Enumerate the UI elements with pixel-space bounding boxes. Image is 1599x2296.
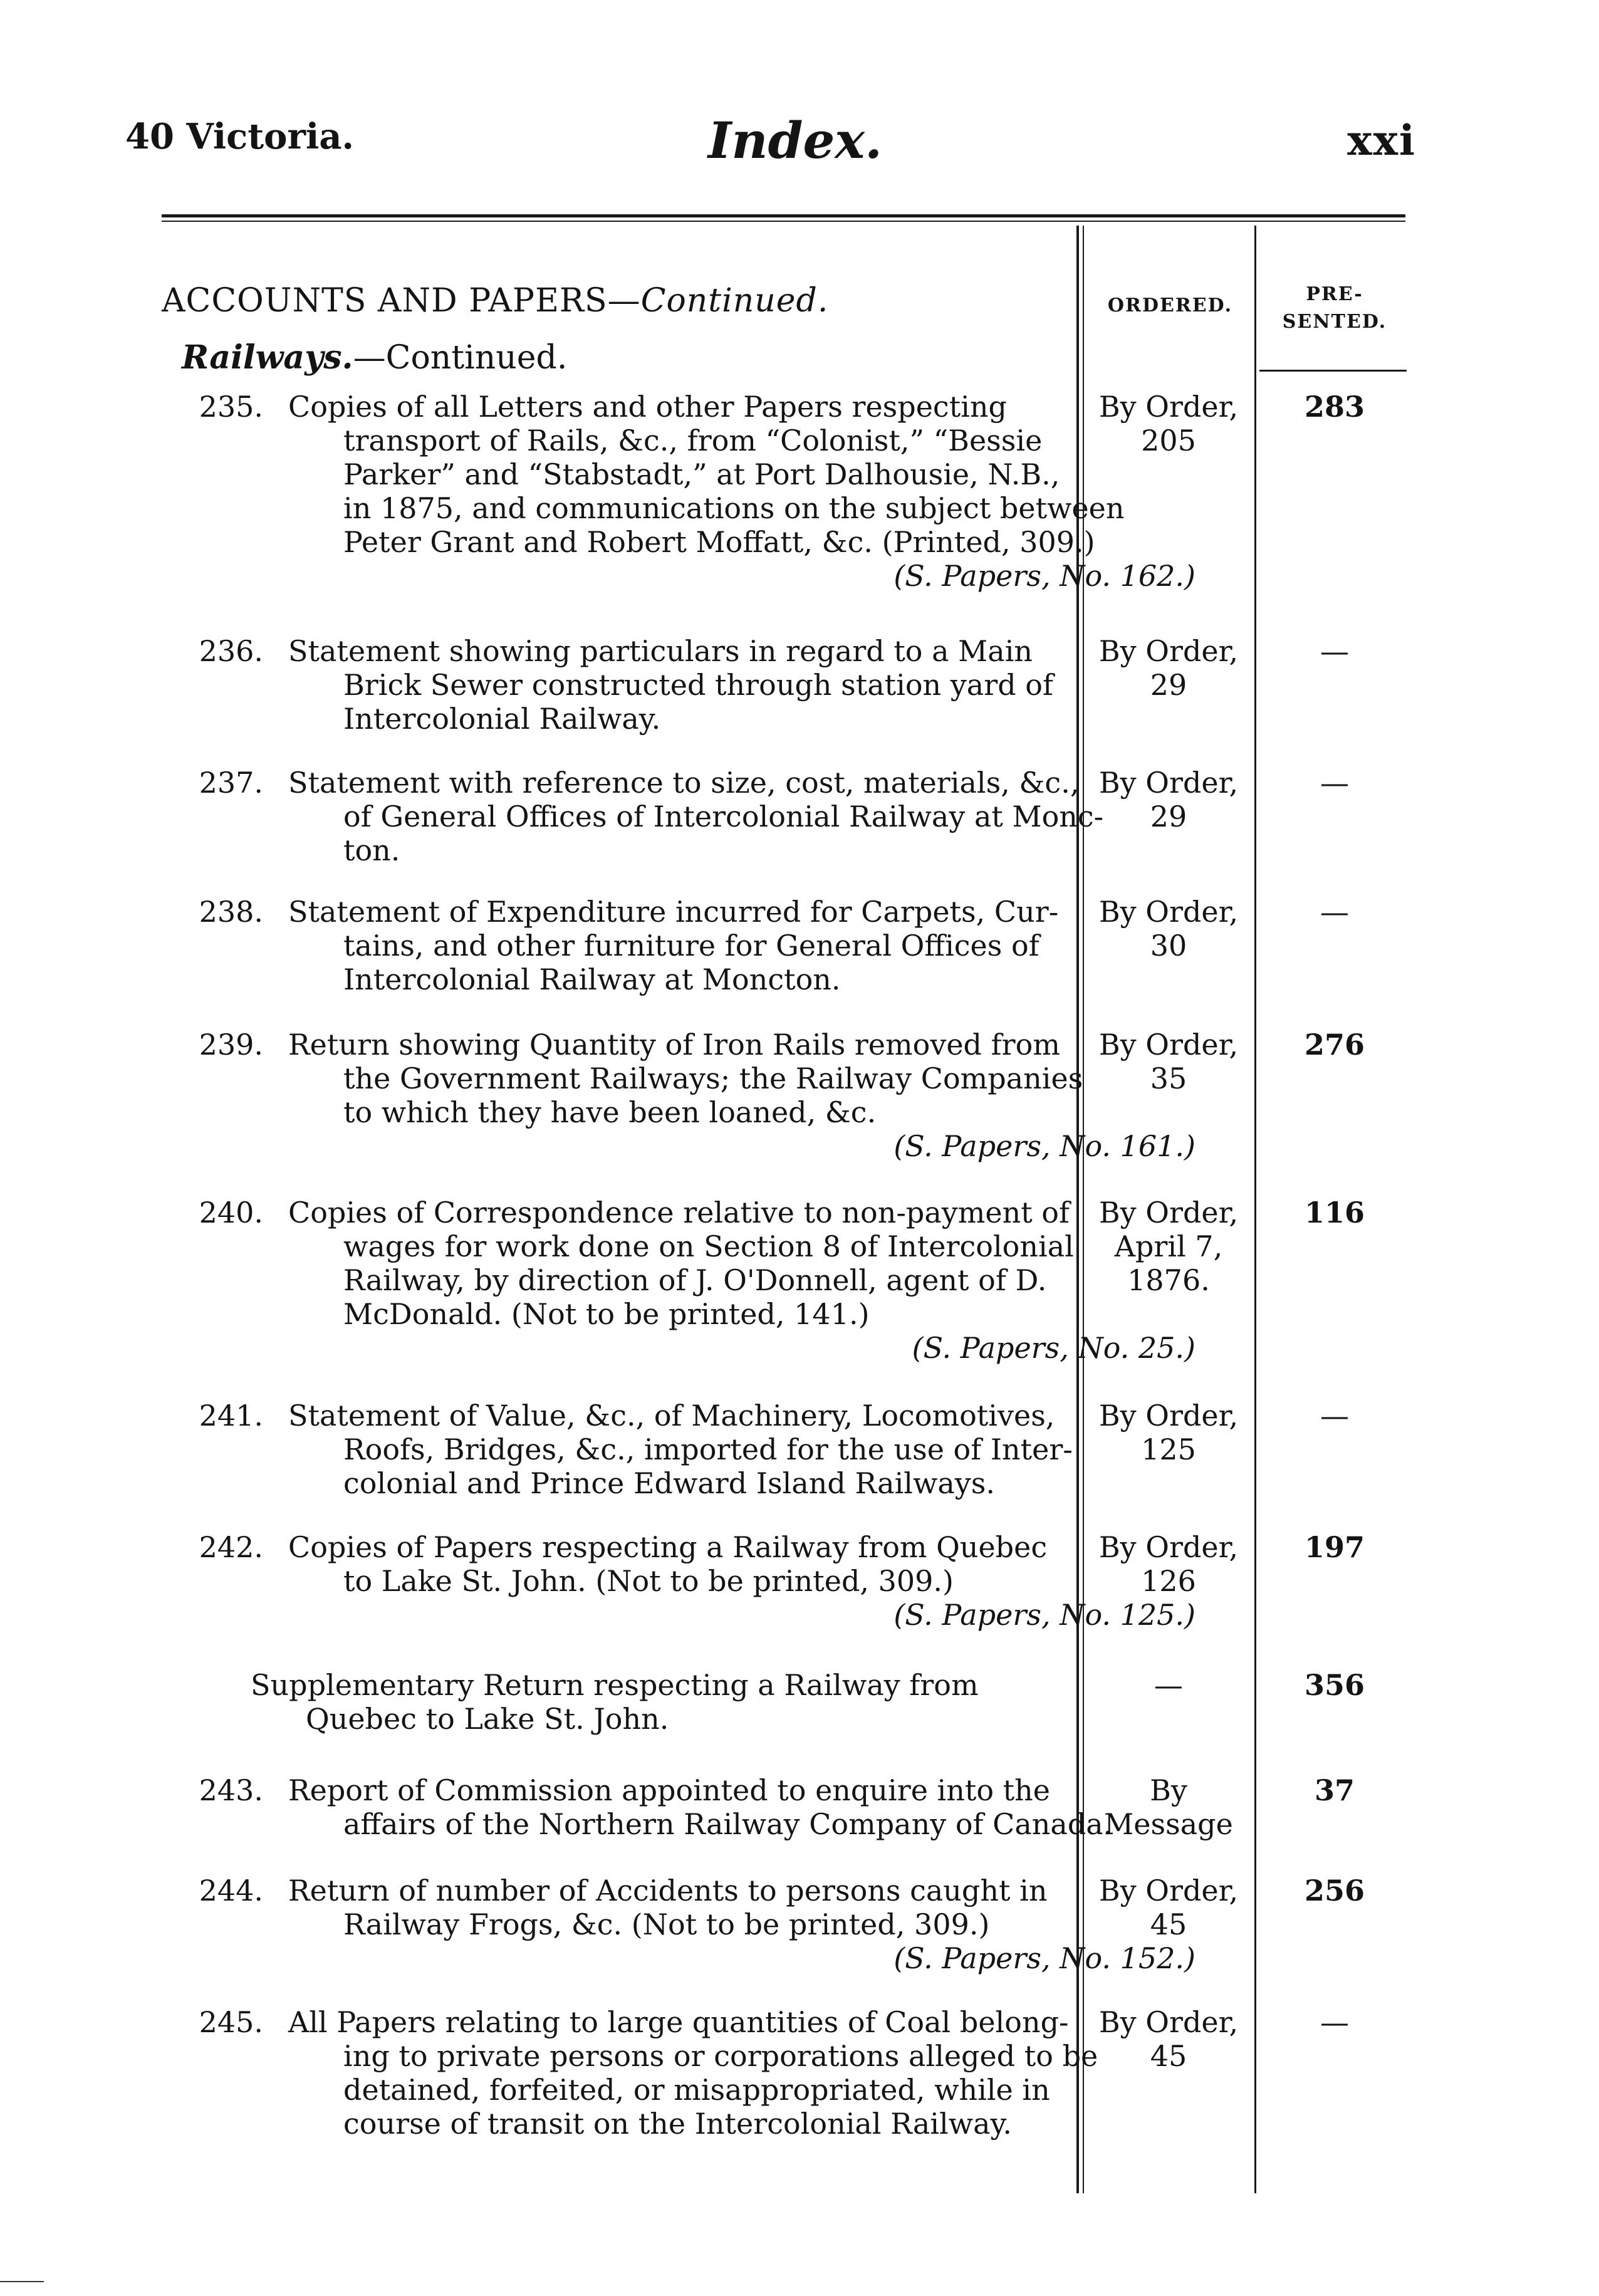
ordered-line: April 7,	[1114, 1229, 1223, 1263]
entry-text	[288, 1874, 1195, 1975]
page-number: xxi	[1347, 116, 1416, 165]
ordered-line: —	[1154, 1668, 1183, 1702]
entry-presented: 116	[1304, 1196, 1365, 1229]
entry-text	[288, 390, 1195, 593]
entry-presented: 356	[1304, 1668, 1365, 1702]
entry-text-line: Report of Commission appointed to enquire into the	[288, 1773, 1051, 1807]
entry-number: 237.	[199, 766, 263, 800]
ordered-line: By Order,	[1098, 2005, 1239, 2039]
entry-text-line: colonial and Prince Edward Island Railways.	[343, 1466, 996, 1500]
subsection-heading	[182, 338, 567, 377]
ordered-line: 126	[1141, 1564, 1196, 1598]
presented-header-line1: PRE-	[1306, 283, 1363, 305]
entry-text-line: affairs of the Northern Railway Company of Canada.	[343, 1807, 1113, 1841]
entry-text-line: Railway, by direction of J. O'Donnell, agent of D.	[343, 1263, 1047, 1297]
entry-text-line: McDonald. (Not to be printed, 141.)	[343, 1297, 870, 1331]
ordered-line: 30	[1150, 929, 1187, 963]
entry-text-line: detained, forfeited, or misappropriated, while in	[343, 2073, 1050, 2107]
entry-text-line: Statement showing particulars in regard to a Main	[288, 634, 1033, 668]
entry-ordered	[1087, 1874, 1250, 1941]
footer-mark	[0, 2281, 44, 2282]
entry-text-line: Intercolonial Railway at Moncton.	[343, 963, 841, 996]
ordered-line: 205	[1141, 424, 1196, 457]
entry-text-line: course of transit on the Intercolonial Railway.	[343, 2107, 1013, 2141]
entry-text-line: Statement with reference to size, cost, materials, &c.,	[288, 766, 1080, 800]
entry-number: 238.	[199, 895, 263, 929]
entry-text-line: of General Offices of Intercolonial Railway at Monc-	[343, 800, 1104, 833]
entry-number: 243.	[199, 1773, 263, 1807]
column-head-rule	[1259, 370, 1407, 372]
subsection-continued: —Continued.	[353, 339, 568, 377]
entry-text-line: Copies of all Letters and other Papers respecting	[288, 390, 1007, 424]
entry-text-line: Return of number of Accidents to persons caught in	[288, 1874, 1048, 1907]
ordered-line: 45	[1150, 1907, 1187, 1941]
entry-text-line: Brick Sewer constructed through station yard of	[343, 668, 1053, 702]
entry-text-line: in 1875, and communications on the subject between	[343, 491, 1125, 525]
ordered-line: By Order,	[1098, 1530, 1239, 1564]
entry-presented: —	[1320, 766, 1349, 800]
entry-text-line: Quebec to Lake St. John.	[306, 1702, 669, 1736]
entry-text-line: Intercolonial Railway.	[343, 702, 661, 736]
entry-text	[251, 1668, 1158, 1736]
entry-text	[288, 1196, 1195, 1365]
entry-presented: —	[1320, 895, 1349, 929]
entry-text-line: Return showing Quantity of Iron Rails removed from	[288, 1028, 1060, 1062]
ordered-line: By Message	[1104, 1773, 1233, 1841]
sessional-paper-ref: (S. Papers, No. 25.)	[912, 1331, 1195, 1365]
entry-text-line: Copies of Correspondence relative to non-payment of	[288, 1196, 1070, 1229]
entry-presented: —	[1320, 1399, 1349, 1432]
ordered-line: By Order,	[1098, 1196, 1239, 1229]
entry-ordered	[1087, 1196, 1250, 1297]
section-continued: Continued.	[640, 282, 829, 320]
column-header-ordered: ORDERED.	[1107, 295, 1233, 316]
ordered-line: 29	[1150, 800, 1187, 833]
entry-text	[288, 1399, 1195, 1500]
section-heading	[162, 282, 828, 320]
head-rule-thin	[162, 221, 1405, 222]
entry-presented: —	[1320, 2005, 1349, 2039]
entry-text-line: ton.	[343, 833, 400, 867]
entry-text-line: to which they have been loaned, &c.	[343, 1095, 877, 1129]
entry-text-line: Statement of Expenditure incurred for Carpets, Cur-	[288, 895, 1059, 929]
entry-text-line: ing to private persons or corporations alleged to be	[343, 2039, 1098, 2073]
entry-number: 244.	[199, 1874, 263, 1907]
entry-text-line: All Papers relating to large quantities of Coal belong-	[288, 2005, 1069, 2039]
entry-number: 242.	[199, 1530, 263, 1564]
entry-text-line: wages for work done on Section 8 of Intercolonial	[343, 1229, 1074, 1263]
ordered-line: 45	[1150, 2039, 1187, 2073]
entry-number: 241.	[199, 1399, 263, 1432]
entry-text-line: Railway Frogs, &c. (Not to be printed, 309.)	[343, 1907, 990, 1941]
entry-ordered	[1087, 766, 1250, 833]
ordered-line: 35	[1150, 1062, 1187, 1095]
ordered-line: By Order,	[1098, 766, 1239, 800]
column-header-presented	[1263, 281, 1407, 336]
entry-text-line: Parker” and “Stabstadt,” at Port Dalhousie, N.B.,	[343, 457, 1060, 491]
entry-text-line: Copies of Papers respecting a Railway from Quebec	[288, 1530, 1048, 1564]
head-rule-thick	[162, 214, 1405, 217]
entry-ordered	[1087, 2005, 1250, 2073]
entry-text-line: tains, and other furniture for General Offices of	[343, 929, 1039, 963]
entry-ordered	[1087, 1028, 1250, 1095]
entry-ordered	[1087, 1773, 1250, 1841]
entry-text-line: Peter Grant and Robert Moffatt, &c. (Printed, 309.)	[343, 525, 1095, 559]
entry-ordered	[1087, 895, 1250, 963]
entry-text	[288, 895, 1195, 996]
entry-ordered	[1087, 634, 1250, 702]
entry-text-line: Supplementary Return respecting a Railway from	[251, 1668, 979, 1702]
subsection-title: Railways.	[182, 338, 353, 377]
ordered-line: By Order,	[1098, 1874, 1239, 1907]
ordered-line: By Order,	[1098, 1028, 1239, 1062]
entry-ordered	[1087, 1530, 1250, 1598]
entry-ordered	[1087, 1668, 1250, 1702]
entry-text	[288, 2005, 1195, 2141]
entry-text-line: to Lake St. John. (Not to be printed, 309.)	[343, 1564, 954, 1598]
section-title: ACCOUNTS AND PAPERS—	[162, 282, 641, 320]
entry-text	[288, 1530, 1195, 1632]
entry-presented: 197	[1304, 1530, 1365, 1564]
ordered-line: By Order,	[1098, 390, 1239, 424]
ordered-line: 125	[1141, 1432, 1196, 1466]
entry-number: 240.	[199, 1196, 263, 1229]
ordered-line: 1876.	[1127, 1263, 1210, 1297]
entry-text	[288, 766, 1195, 867]
ordered-line: By Order,	[1098, 1399, 1239, 1432]
volume-label: 40 Victoria.	[125, 116, 355, 157]
presented-header-line2: SENTED.	[1282, 311, 1387, 333]
entry-number: 235.	[199, 390, 263, 424]
entry-ordered	[1087, 390, 1250, 457]
page-title: Index.	[708, 111, 882, 170]
entry-text-line: Statement of Value, &c., of Machinery, Locomotives,	[288, 1399, 1055, 1432]
entry-presented: —	[1320, 634, 1349, 668]
entry-text-line: transport of Rails, &c., from “Colonist,” “Bessie	[343, 424, 1043, 457]
sessional-paper-ref: (S. Papers, No. 125.)	[893, 1598, 1195, 1632]
column-rule-presented-left	[1254, 226, 1256, 2193]
entry-presented: 37	[1314, 1773, 1355, 1807]
sessional-paper-ref: (S. Papers, No. 161.)	[893, 1129, 1195, 1163]
entry-presented: 283	[1304, 390, 1365, 424]
entry-number: 239.	[199, 1028, 263, 1062]
entry-text	[288, 634, 1195, 736]
entry-presented: 256	[1304, 1874, 1365, 1907]
entry-number: 245.	[199, 2005, 263, 2039]
ordered-line: By Order,	[1098, 895, 1239, 929]
running-head	[125, 111, 1416, 179]
ordered-line: 29	[1150, 668, 1187, 702]
entry-text-line: the Government Railways; the Railway Companies	[343, 1062, 1083, 1095]
entry-ordered	[1087, 1399, 1250, 1466]
entry-text-line: Roofs, Bridges, &c., imported for the use of Inter-	[343, 1432, 1073, 1466]
entry-number: 236.	[199, 634, 263, 668]
entry-presented: 276	[1304, 1028, 1365, 1062]
ordered-line: By Order,	[1098, 634, 1239, 668]
entry-text	[288, 1773, 1195, 1841]
sessional-paper-ref: (S. Papers, No. 162.)	[893, 559, 1195, 593]
sessional-paper-ref: (S. Papers, No. 152.)	[893, 1941, 1195, 1975]
entry-text	[288, 1028, 1195, 1163]
